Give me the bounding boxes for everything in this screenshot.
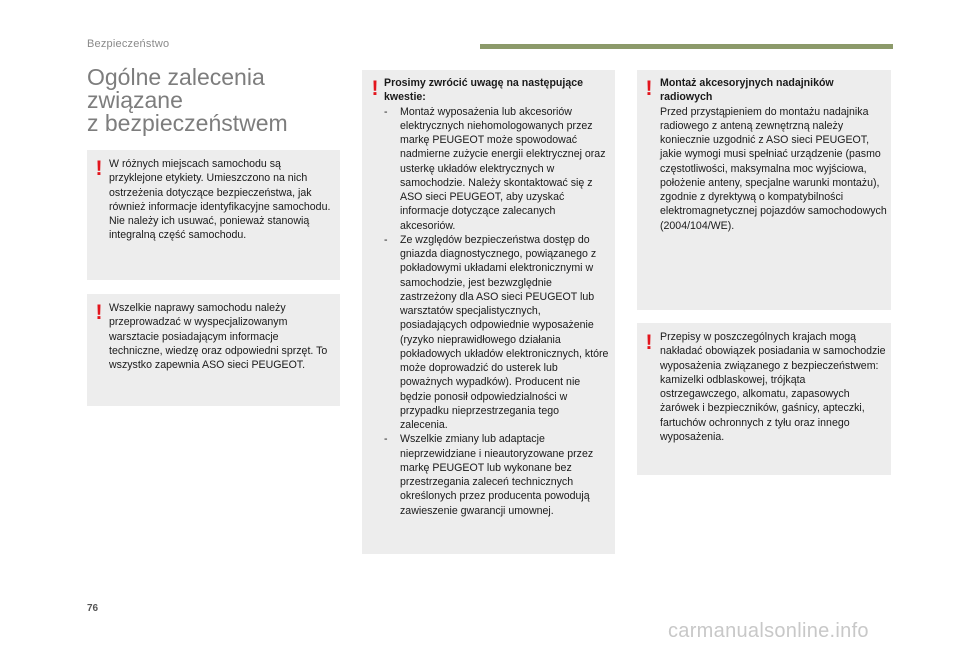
page-title-line-2: związane	[87, 87, 183, 113]
radio-transmitters-box	[637, 70, 891, 310]
page-title-line-1: Ogólne zalecenia	[87, 64, 265, 90]
radio-transmitters-content	[660, 76, 887, 233]
list-item	[384, 105, 609, 233]
list-item-text: Montaż wyposażenia lub akcesoriów elektrycznych niehomologowanych przez markę PEUGEOT może spowodować nadmierne zużycie energii elektrycznej oraz usterkę układów elektrycznych w samochodzie. Należy skontaktować się z ASO sieci PEUGEOT, aby uzyskać informacje dotyczące zalecanych akcesoriów.	[400, 105, 606, 232]
radio-transmitters-text: Przed przystąpieniem do montażu nadajnika radiowego z anteną zewnętrzną należy koniecznie uzgodnić z ASO sieci PEUGEOT, jakie wymogi musi spełniać urządzenie (pasmo częstotliwości, maksymalna moc wyjściowa, położenie anteny, specjalne warunki montażu), zgodnie z dyrektywą o kompatybilności elektromagnetycznej pojazdów samochodowych (2004/104/WE).	[660, 105, 887, 232]
page-title	[87, 66, 327, 135]
warning-icon: !	[371, 77, 379, 100]
repairs-notice-text: Wszelkie naprawy samochodu należy przeprowadzać w wyspecjalizowanym warsztacie posiadającym informacje techniczne, wiedzę oraz odpowiedni sprzęt. To wszystko zapewnia ASO sieci PEUGEOT.	[109, 302, 328, 371]
section-title: Bezpieczeństwo	[87, 38, 170, 50]
list-item	[384, 233, 609, 433]
warning-icon: !	[95, 157, 103, 180]
list-item-text: Wszelkie zmiany lub adaptacje nieprzewidziane i nieautoryzowane przez markę PEUGEOT lub wykonane bez przestrzegania zaleceń technicznych określonych przez producenta powodują zawieszenie gwarancji umownej.	[400, 433, 594, 517]
warning-icon: !	[95, 301, 103, 324]
labels-notice-box	[87, 150, 340, 280]
warning-icon: !	[645, 77, 653, 100]
attention-notice-content	[384, 76, 609, 518]
list-item-text: Ze względów bezpieczeństwa dostęp do gniazda diagnostycznego, powiązanego z pokładowymi układami elektronicznymi w samochodzie, jest bezwzględnie zastrzeżony dla ASO sieci PEUGEOT lub warsztatów specjalistycznych, posiadających odpowiednie wyposażenie (ryzyko nieprawidłowego działania pokładowych układów elektronicznych, które może doprowadzić do usterek lub poważnych wypadków). Producent nie będzie ponosił odpowiedzialności w przypadku nieprzestrzegania tego zalecenia.	[400, 233, 609, 431]
country-regulations-box	[637, 323, 891, 475]
attention-notice-box	[362, 70, 615, 554]
list-dash: -	[384, 233, 388, 246]
header-divider	[480, 44, 893, 49]
list-dash: -	[384, 433, 388, 446]
list-item	[384, 432, 609, 518]
labels-notice-text: W różnych miejscach samochodu są przyklejone etykiety. Umieszczono na nich ostrzeżenia dotyczące bezpieczeństwa, jak również informacje identyfikacyjne samochodu. Nie należy ich usuwać, ponieważ stanowią integralną część samochodu.	[109, 158, 331, 242]
page-number: 76	[87, 603, 99, 614]
country-regulations-text: Przepisy w poszczególnych krajach mogą nakładać obowiązek posiadania w samochodzie wyposażenia związanego z bezpieczeństwem: kamizelki odblaskowej, trójkąta ostrzegawczego, alkomatu, zapasowych żarówek i bezpieczników, gaśnicy, apteczki, fartuchów ochronnych z tyłu oraz innego wyposażenia.	[660, 331, 886, 443]
attention-notice-title: Prosimy zwrócić uwagę na następujące kwestie:	[384, 77, 584, 104]
page-title-line-3: z bezpieczeństwem	[87, 110, 288, 136]
list-dash: -	[384, 105, 388, 118]
repairs-notice-box	[87, 294, 340, 406]
watermark-text: carmanualsonline.info	[668, 620, 869, 642]
warning-icon: !	[645, 331, 653, 354]
radio-transmitters-title: Montaż akcesoryjnych nadajników radiowych	[660, 77, 834, 104]
